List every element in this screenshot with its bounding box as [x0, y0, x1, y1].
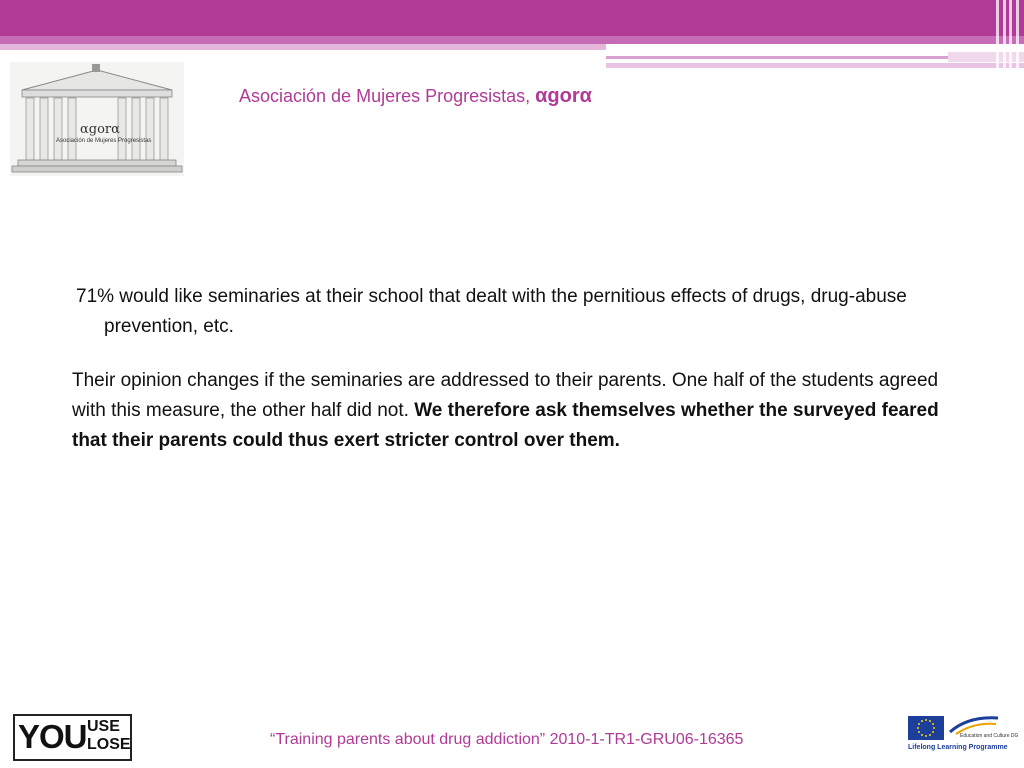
slide-content	[72, 282, 972, 456]
body-text-bold: We therefore ask themselves whether the surveyed feared that their parents could thus exert stricter control over them.	[72, 400, 939, 451]
logo-subtitle: Asociación de Mujeres Progresistas	[56, 138, 152, 144]
footer-project-text: “Training parents about drug addiction” 2010-1-TR1-GRU06-16365	[270, 731, 744, 748]
header-bar	[0, 0, 1024, 36]
page-title-emphasis: αgorα	[535, 85, 592, 107]
page-title	[239, 85, 592, 108]
agora-logo	[8, 60, 186, 178]
logo-use: USE	[87, 718, 120, 735]
header-bar-light	[0, 44, 606, 50]
header-bar-secondary	[0, 36, 1024, 44]
header-line	[606, 56, 948, 59]
eu-dg-text: Education and Culture DG	[960, 733, 1019, 739]
logo-lose: LOSE	[87, 736, 131, 753]
eu-flag-icon	[908, 716, 944, 740]
logo-name: αgorα	[80, 122, 120, 137]
body-text-regular: Their opinion changes if the seminaries are addressed to their parents. One half of the students agreed with this measure, the other half did not.	[72, 370, 939, 421]
eu-programme-text: Lifelong Learning Programme	[908, 744, 1008, 751]
body-paragraph	[72, 366, 962, 456]
logo-you: YOU	[18, 718, 87, 755]
temple-icon	[8, 60, 186, 178]
you-use-you-lose-logo	[13, 714, 132, 761]
header-vertical-stripes	[994, 0, 1024, 70]
page-title-text: Asociación de Mujeres Progresistas,	[239, 86, 536, 106]
header-line-light	[606, 63, 1024, 68]
bullet-paragraph: 71% would like seminaries at their school that dealt with the pernitious effects of drugs, drug-abuse prevention, etc.	[76, 286, 907, 337]
